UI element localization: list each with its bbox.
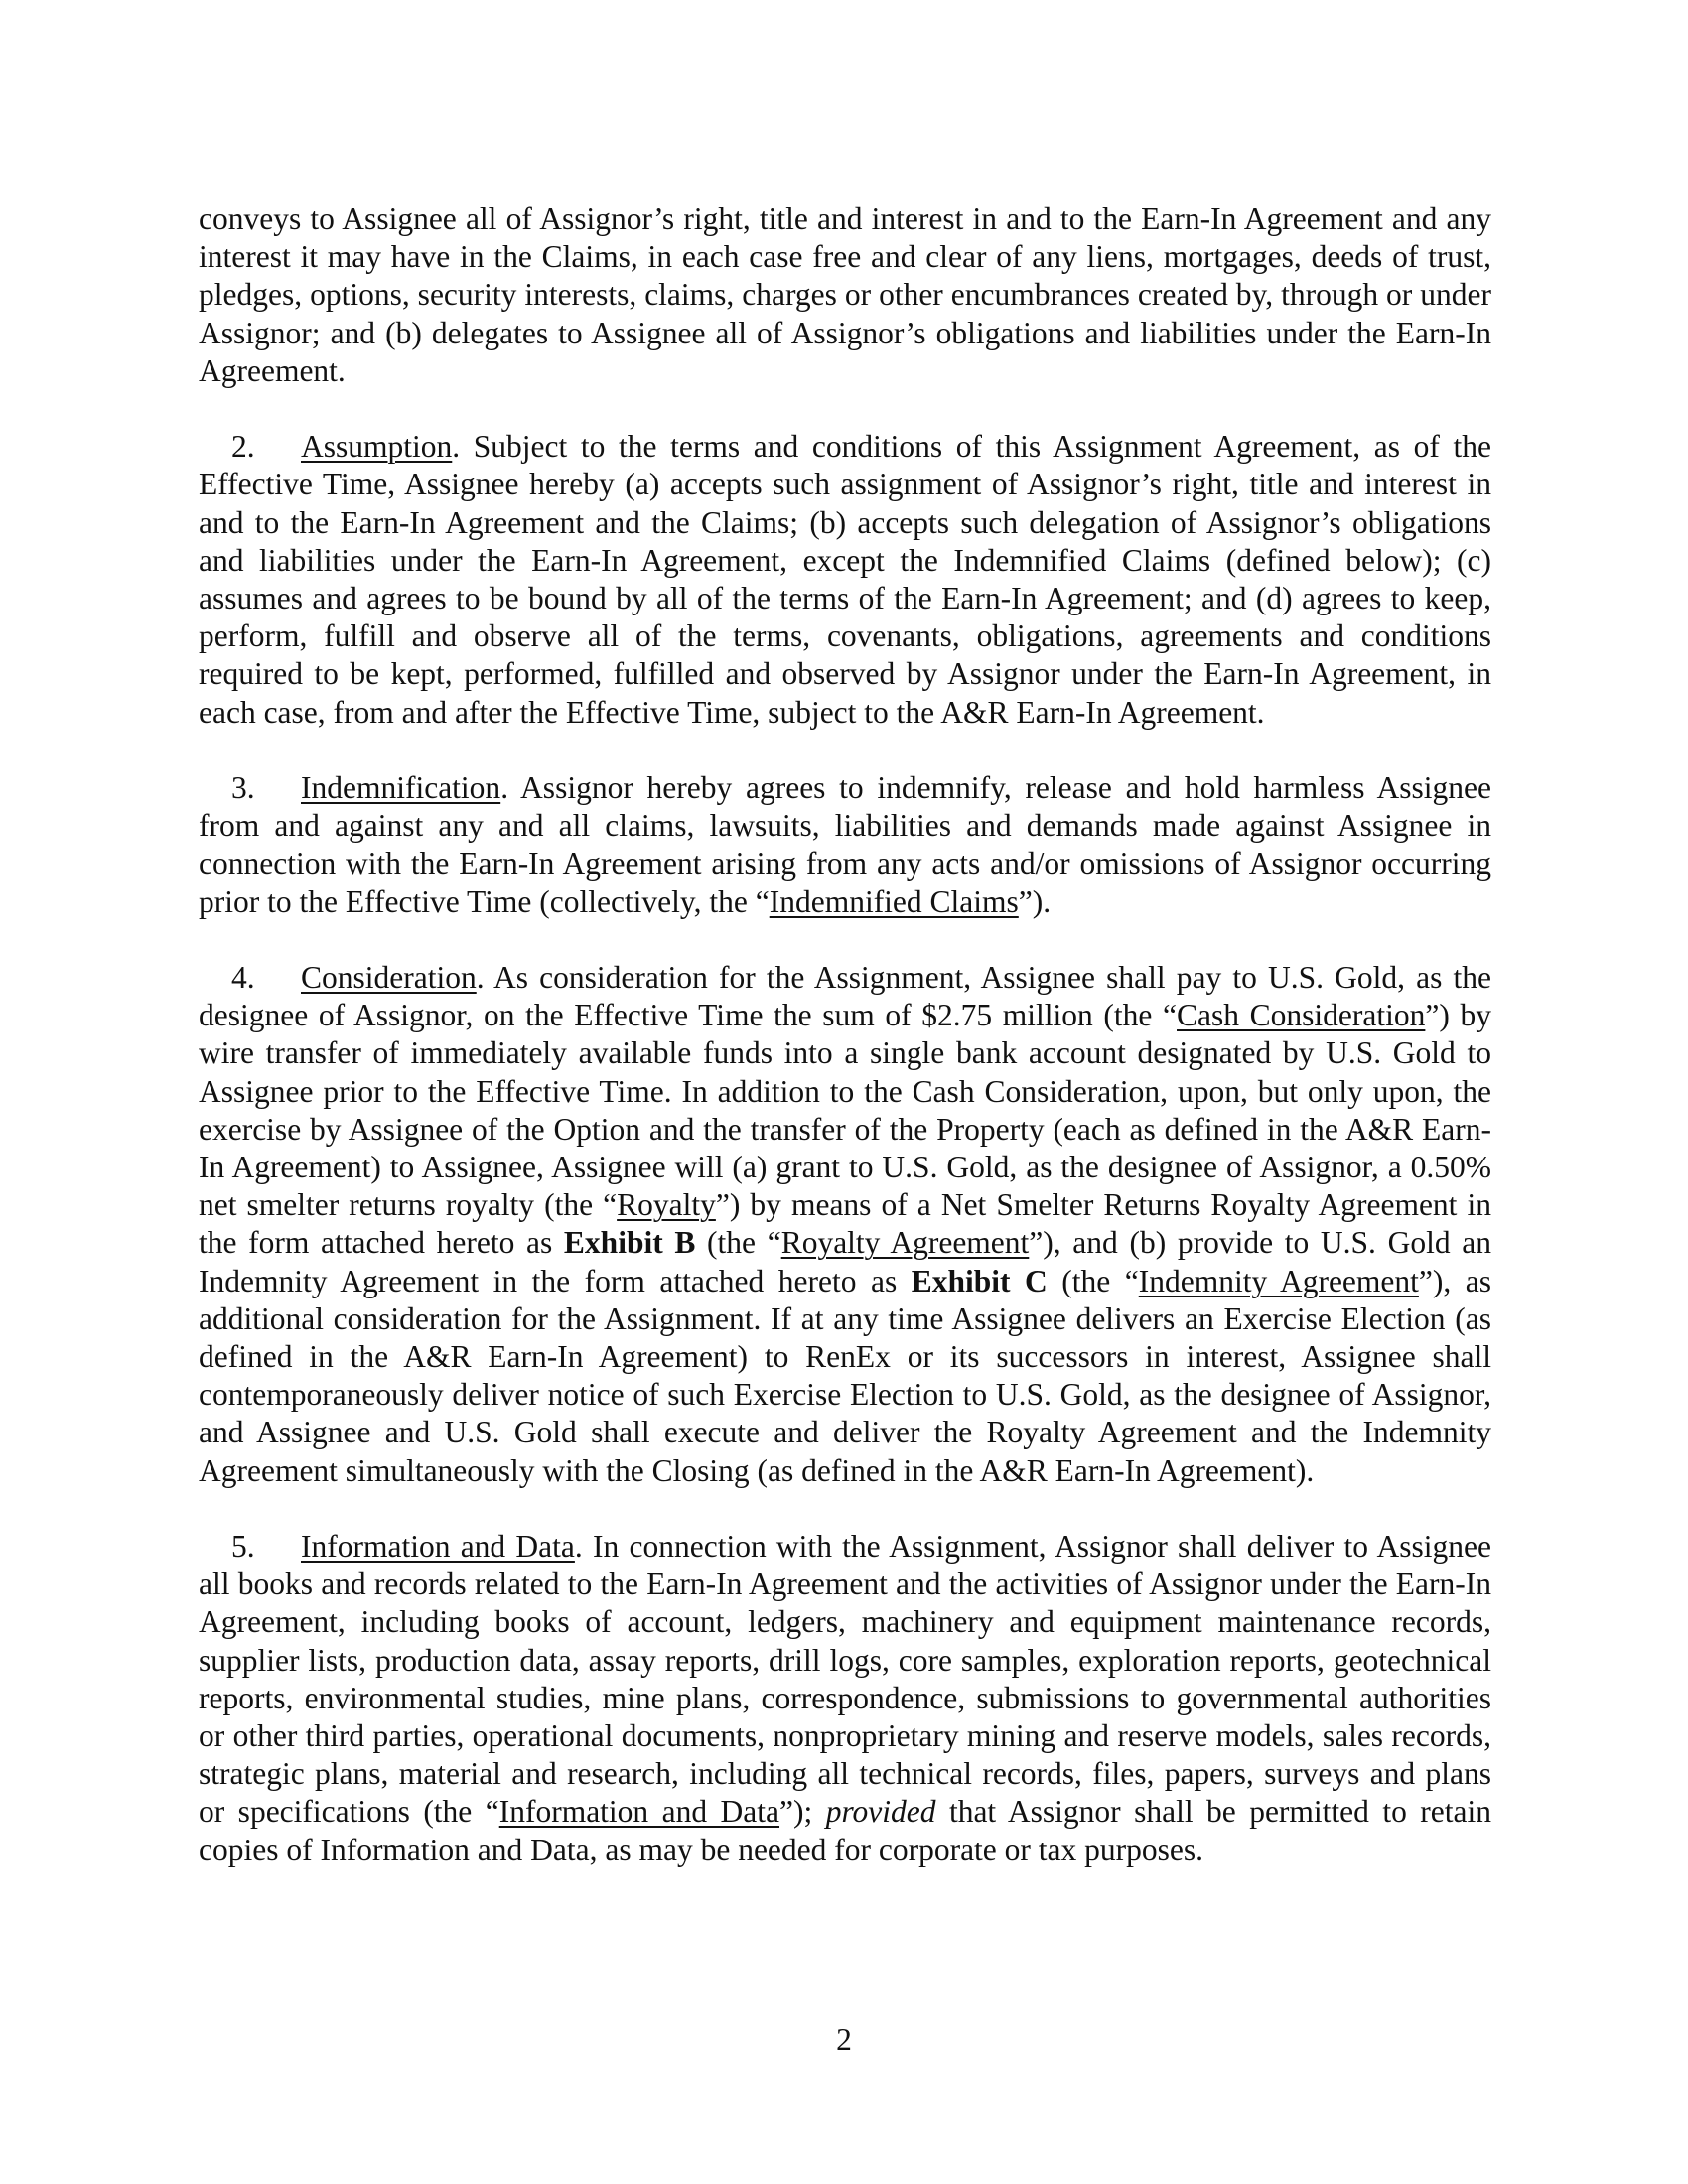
proviso-provided: provided bbox=[825, 1794, 936, 1830]
section-heading: Consideration bbox=[301, 960, 477, 996]
paragraph-text: that Assignor shall be permitted to retain copies of Information and Data, as may be needed for corporate or tax purposes. bbox=[199, 1794, 1491, 1867]
paragraph-text: . Assignor hereby agrees to indemnify, release and hold harmless Assignee from and against any and all claims, lawsuits, liabilities and demands made against Assignee in connection with the Earn-In Agreement arising from any acts and/or omissions of Assignor occurring prior to the Effective Time (collectively, the “ bbox=[199, 770, 1491, 919]
paragraph-text: ”). bbox=[1018, 884, 1052, 919]
section-5-information-and-data bbox=[199, 1528, 1491, 1869]
defined-term-royalty: Royalty bbox=[617, 1187, 716, 1223]
paragraph-1-continuation bbox=[199, 201, 1491, 390]
section-number: 4. bbox=[231, 960, 255, 996]
exhibit-c-reference: Exhibit C bbox=[911, 1263, 1048, 1298]
defined-term-information-and-data: Information and Data bbox=[498, 1794, 780, 1830]
page-number: 2 bbox=[836, 2022, 852, 2057]
section-4-consideration bbox=[199, 959, 1491, 1490]
paragraph-text: ”) by means of a Net Smelter Returns Royalty Agreement in the form attached hereto as bbox=[199, 1187, 1491, 1261]
paragraph-text: conveys to Assignee all of Assignor’s right, title and interest in and to the Earn-In Agreement and any interest it may have in the Claims, in each case free and clear of any liens, mortgages, deeds of trust, pledges, options, security interests, claims, charges or other encumbrances created by, through or under Assignor; and (b) delegates to Assignee all of Assignor’s obligations and liabilities under the Earn-In Agreement. bbox=[199, 202, 1491, 388]
section-heading: Assumption bbox=[301, 429, 453, 465]
section-heading: Indemnification bbox=[301, 770, 501, 806]
paragraph-text: ”), and (b) provide to U.S. Gold an Indemnity Agreement in the form attached hereto as bbox=[199, 1225, 1491, 1298]
defined-term-indemnified-claims: Indemnified Claims bbox=[769, 884, 1019, 919]
paragraph-text: ”); bbox=[779, 1794, 826, 1830]
paragraph-text: ”), as additional consideration for the Assignment. If at any time Assignee delivers an Exercise Election (as defined in the A&R Earn-In Agreement) to RenEx or its successors in interest, Assignee shall contemporaneously deliver notice of such Exercise Election to U.S. Gold, as the designee of Assignor, and Assignee and U.S. Gold shall execute and deliver the Royalty Agreement and the Indemnity Agreement simultaneously with the Closing (as defined in the A&R Earn-In Agreement). bbox=[199, 1263, 1491, 1488]
section-number: 3. bbox=[231, 770, 255, 806]
defined-term-royalty-agreement: Royalty Agreement bbox=[780, 1225, 1030, 1261]
paragraph-text: (the “ bbox=[695, 1225, 781, 1261]
defined-term-indemnity-agreement: Indemnity Agreement bbox=[1138, 1263, 1419, 1298]
paragraph-text: . As consideration for the Assignment, Assignee shall pay to U.S. Gold, as the designee of Assignor, on the Effective Time the sum of $2.75 million (the “ bbox=[199, 960, 1491, 1033]
section-number: 2. bbox=[231, 429, 255, 465]
section-2-assumption bbox=[199, 428, 1491, 732]
paragraph-text: ”) by wire transfer of immediately available funds into a single bank account designated by U.S. Gold to Assignee prior to the Effective Time. In addition to the Cash Consideration, upon, but only upon, the exercise by Assignee of the Option and the transfer of the Property (each as defined in the A&R Earn-In Agreement) to Assignee, Assignee will (a) grant to U.S. Gold, as the designee of Assignor, a 0.50% net smelter returns royalty (the “ bbox=[199, 998, 1491, 1223]
exhibit-b-reference: Exhibit B bbox=[563, 1225, 696, 1261]
paragraph-text: . Subject to the terms and conditions of this Assignment Agreement, as of the Effective Time, Assignee hereby (a) accepts such assignment of Assignor’s right, title and interest in and to the Earn-In Agreement and the Claims; (b) accepts such delegation of Assignor’s obligations and liabilities under the Earn-In Agreement, except the Indemnified Claims (defined below); (c) assumes and agrees to be bound by all of the terms of the Earn-In Agreement; and (d) agrees to keep, perform, fulfill and observe all of the terms, covenants, obligations, agreements and conditions required to be kept, performed, fulfilled and observed by Assignor under the Earn-In Agreement, in each case, from and after the Effective Time, subject to the A&R Earn-In Agreement. bbox=[199, 429, 1491, 730]
defined-term-cash-consideration: Cash Consideration bbox=[1177, 998, 1426, 1033]
section-heading: Information and Data bbox=[301, 1529, 575, 1565]
paragraph-text: (the “ bbox=[1047, 1263, 1139, 1298]
document-body bbox=[199, 201, 1491, 1907]
section-number: 5. bbox=[231, 1529, 255, 1565]
section-3-indemnification bbox=[199, 769, 1491, 921]
paragraph-text: . In connection with the Assignment, Assignor shall deliver to Assignee all books and records related to the Earn-In Agreement and the activities of Assignor under the Earn-In Agreement, including books of account, ledgers, machinery and equipment maintenance records, supplier lists, production data, assay reports, drill logs, core samples, exploration reports, geotechnical reports, environmental studies, mine plans, correspondence, submissions to governmental authorities or other third parties, operational documents, nonproprietary mining and reserve models, sales records, strategic plans, material and research, including all technical records, files, papers, surveys and plans or specifications (the “ bbox=[199, 1529, 1491, 1830]
